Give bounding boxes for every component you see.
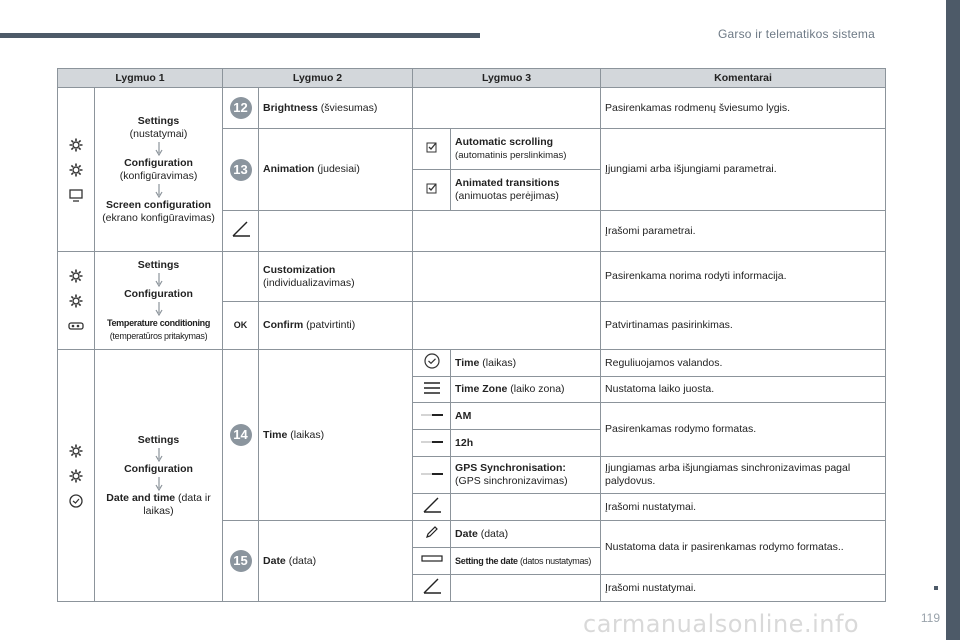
time-translation: (laikas) [287, 428, 325, 441]
path-configuration-lt: (konfigūravimas) [119, 169, 198, 182]
level2-icon-cell [223, 302, 259, 350]
arrow-down-icon [154, 142, 164, 156]
level1-icons [58, 88, 95, 252]
confirm-label: Confirm [263, 319, 304, 331]
brightness-label: Brightness [263, 101, 318, 114]
level2-brightness [259, 88, 413, 129]
level3-empty [451, 494, 601, 521]
time-sub-label: Time [455, 356, 480, 369]
pencil-icon [424, 524, 440, 540]
col-header-comments: Komentarai [601, 69, 886, 88]
date-translation: (data) [285, 554, 317, 567]
level3-time [451, 350, 601, 377]
time-zone-label: Time Zone [455, 383, 508, 395]
arrow-down-icon [154, 477, 164, 491]
table-header-row [58, 69, 886, 88]
settings-gear-icon [68, 443, 84, 459]
level3-animated-transitions [451, 170, 601, 211]
watermark: carmanualsonline.info [583, 610, 860, 638]
level2-icon-cell [223, 350, 259, 521]
comment-format: Pasirenkamas rodymo formatas. [601, 403, 886, 457]
level2-icon-cell [223, 129, 259, 211]
level3-icon-cell [413, 377, 451, 403]
configuration-gear-icon [68, 468, 84, 484]
path-configuration: Configuration [124, 287, 193, 300]
date-sub-label: Date [455, 527, 478, 540]
comment-save-date: Įrašomi nustatymai. [601, 575, 886, 602]
settings-gear-icon [68, 137, 84, 153]
table-row [58, 252, 886, 302]
configuration-gear-icon [68, 293, 84, 309]
path-screen-configuration-lt: (ekrano konfigūravimas) [102, 211, 215, 224]
header-rule [0, 33, 480, 38]
confirm-translation: (patvirtinti) [303, 319, 356, 331]
toggle-icon [420, 470, 444, 478]
comment-time-zone: Nustatoma laiko juosta. [601, 377, 886, 403]
animation-translation: (judesiai) [314, 163, 360, 175]
level2-animation [259, 129, 413, 211]
page-header-title: Garso ir telematikos sistema [718, 27, 875, 41]
animated-transitions-translation: (animuotas perėjimas) [455, 190, 559, 202]
arrow-down-icon [154, 273, 164, 287]
path-temperature-conditioning: Temperature conditioning [106, 317, 211, 328]
table-row [58, 88, 886, 129]
animated-transitions-label: Animated transitions [455, 177, 560, 189]
page-number: 119 [920, 611, 940, 625]
arrow-down-icon [154, 448, 164, 462]
path-configuration: Configuration [124, 462, 193, 475]
section-marker [934, 586, 938, 590]
settings-gear-icon [68, 268, 84, 284]
comment-customization: Pasirenkama norima rodyti informacija. [601, 252, 886, 302]
level2-icon-cell [223, 211, 259, 252]
level3-icon-cell [413, 548, 451, 575]
toggle-icon [420, 411, 444, 419]
level1-path [95, 350, 223, 602]
level3-icon-cell [413, 170, 451, 211]
level1-path [95, 88, 223, 252]
number-badge-13: 13 [230, 159, 252, 181]
level3-icon-cell [413, 430, 451, 457]
comment-date: Nustatoma data ir pasirenkamas rodymo formatas.. [601, 521, 886, 575]
back-arrow-icon [421, 578, 443, 594]
animation-label: Animation [263, 163, 315, 175]
checkbox-checked-icon [425, 181, 439, 195]
customization-translation: (individualizavimas) [263, 276, 355, 289]
page-edge-bar [946, 0, 960, 640]
comment-gps-sync: Įjungiamas arba išjungiamas sinchronizavimas pagal palydovus. [601, 457, 886, 494]
level3-empty [413, 211, 601, 252]
comment-save-parameters: Įrašomi parametrai. [601, 211, 886, 252]
path-settings-lt: (nustatymai) [129, 127, 188, 140]
level3-icon-cell [413, 403, 451, 430]
level3-empty [451, 575, 601, 602]
level2-customization [259, 252, 413, 302]
ok-icon: OK [233, 320, 248, 330]
comment-confirm: Patvirtinamas pasirinkimas. [601, 302, 886, 350]
level2-icon-cell [223, 521, 259, 602]
comment-save-time: Įrašomi nustatymai. [601, 494, 886, 521]
date-field-icon [421, 554, 443, 564]
level2-date [259, 521, 413, 602]
level2-icon-cell [223, 252, 259, 302]
comment-animation: Įjungiami arba išjungiami parametrai. [601, 129, 886, 211]
level3-empty [413, 88, 601, 129]
level3-time-zone [451, 377, 601, 403]
path-settings: Settings [137, 258, 180, 271]
temperature-icon [68, 318, 84, 334]
checkbox-checked-icon [425, 140, 439, 154]
level1-icons [58, 252, 95, 350]
configuration-gear-icon [68, 162, 84, 178]
date-label: Date [263, 554, 286, 567]
level3-gps-sync [451, 457, 601, 494]
arrow-down-icon [154, 184, 164, 198]
clock-icon [68, 493, 84, 509]
level3-automatic-scrolling [451, 129, 601, 170]
level3-setting-date [451, 548, 601, 575]
arrow-down-icon [154, 302, 164, 316]
path-settings: Settings [137, 114, 180, 127]
level3-empty [413, 302, 601, 350]
setting-date-translation: (datos nustatymas) [517, 555, 592, 566]
time-zone-translation: (laiko zona) [507, 383, 565, 395]
col-header-level1: Lygmuo 1 [58, 69, 223, 88]
level3-icon-cell [413, 575, 451, 602]
level3-icon-cell [413, 129, 451, 170]
level2-time [259, 350, 413, 521]
table-row [58, 350, 886, 377]
path-configuration: Configuration [124, 156, 193, 169]
number-badge-15: 15 [230, 550, 252, 572]
gps-sync-label: GPS Synchronisation: [455, 462, 566, 474]
time-label: Time [263, 428, 288, 441]
setting-date-label: Setting the date [455, 555, 518, 566]
path-date-and-time-lt: (data ir laikas) [143, 491, 211, 517]
level3-date [451, 521, 601, 548]
level3-icon-cell [413, 457, 451, 494]
level3-icon-cell [413, 350, 451, 377]
customization-label: Customization [263, 263, 336, 276]
path-temperature-conditioning-lt: (temperatūros pritakymas) [109, 330, 208, 341]
back-arrow-icon [230, 221, 252, 237]
level2-empty [259, 211, 413, 252]
path-settings: Settings [137, 433, 180, 446]
path-screen-configuration: Screen configuration [106, 198, 212, 211]
time-sub-translation: (laikas) [479, 356, 517, 369]
comment-time: Reguliuojamos valandos. [601, 350, 886, 377]
col-header-level2: Lygmuo 2 [223, 69, 413, 88]
number-badge-14: 14 [230, 424, 252, 446]
level3-icon-cell [413, 494, 451, 521]
level1-icons [58, 350, 95, 602]
toggle-icon [420, 438, 444, 446]
settings-table [57, 68, 886, 602]
automatic-scrolling-label: Automatic scrolling [455, 136, 554, 148]
level3-12h [451, 430, 601, 457]
number-badge-12: 12 [230, 97, 252, 119]
brightness-translation: (šviesumas) [317, 101, 378, 114]
back-arrow-icon [421, 497, 443, 513]
level3-am [451, 403, 601, 430]
clock-check-icon [423, 352, 441, 370]
col-header-level3: Lygmuo 3 [413, 69, 601, 88]
gps-sync-translation: (GPS sinchronizavimas) [455, 475, 568, 487]
12h-label: 12h [455, 436, 474, 449]
level2-confirm [259, 302, 413, 350]
screen-icon [68, 187, 84, 203]
date-sub-translation: (data) [477, 527, 509, 540]
comment-brightness: Pasirenkamas rodmenų šviesumo lygis. [601, 88, 886, 129]
level2-icon-cell [223, 88, 259, 129]
level3-icon-cell [413, 521, 451, 548]
automatic-scrolling-translation: (automatinis perslinkimas) [455, 150, 567, 161]
path-date-and-time: Date and time [106, 491, 176, 504]
list-icon [423, 380, 441, 396]
am-label: AM [455, 409, 472, 422]
level3-empty [413, 252, 601, 302]
level1-path [95, 252, 223, 350]
